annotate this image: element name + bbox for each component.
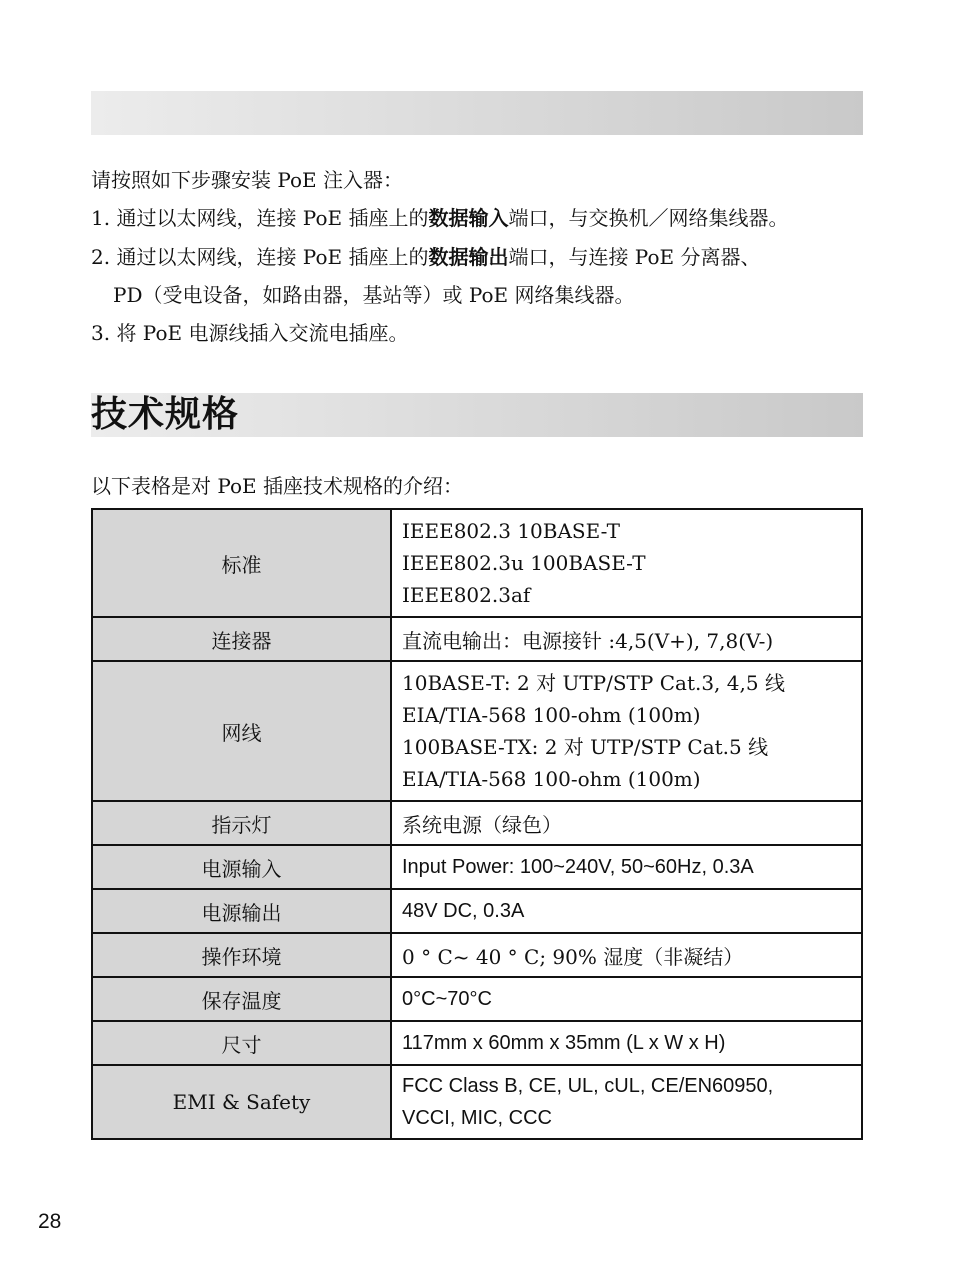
table-row: [92, 889, 862, 933]
table-row: [92, 1065, 862, 1139]
table-row: [92, 801, 862, 845]
spec-value: IEEE802.3 10BASE-T IEEE802.3u 100BASE-T IEEE802.3af: [391, 509, 862, 617]
spec-label: 电源输入: [92, 845, 391, 889]
spec-label: 尺寸: [92, 1021, 391, 1065]
spec-table: [91, 508, 863, 1140]
spec-label: 电源输出: [92, 889, 391, 933]
spec-label: 连接器: [92, 617, 391, 661]
spec-label: 操作环境: [92, 933, 391, 977]
step-2: 2. 通过以太网线，连接 PoE 插座上的数据输出端口，与连接 PoE 分离器、: [91, 245, 761, 269]
spec-label: EMI & Safety: [92, 1065, 391, 1139]
table-row: [92, 845, 862, 889]
spec-label: 指示灯: [92, 801, 391, 845]
spec-label: 网线: [92, 661, 391, 801]
step-3: 3. 将 PoE 电源线插入交流电插座。: [91, 321, 409, 345]
spec-value: 10BASE-T: 2 对 UTP/STP Cat.3, 4,5 线 EIA/TIA-568 100-ohm (100m) 100BASE-TX: 2 对 UTP/STP Cat.5 线 EIA/TIA-568 100-ohm (100m): [391, 661, 862, 801]
spec-value: 117mm x 60mm x 35mm (L x W x H): [391, 1021, 862, 1065]
table-row: [92, 617, 862, 661]
spec-value: 系统电源（绿色）: [391, 801, 862, 845]
spec-value: 0°C~70°C: [391, 977, 862, 1021]
intro-text: 请按照如下步骤安装 PoE 注入器：: [91, 168, 404, 192]
spec-label: 保存温度: [92, 977, 391, 1021]
spec-value: 0 ° C~ 40 ° C; 90% 湿度（非凝结）: [391, 933, 862, 977]
table-row: [92, 509, 862, 617]
table-row: [92, 933, 862, 977]
table-row: [92, 977, 862, 1021]
spec-value: Input Power: 100~240V, 50~60Hz, 0.3A: [391, 845, 862, 889]
spec-value: FCC Class B, CE, UL, cUL, CE/EN60950, VCCI, MIC, CCC: [391, 1065, 862, 1139]
table-row: [92, 1021, 862, 1065]
step-2-continued: PD（受电设备，如路由器，基站等）或 PoE 网络集线器。: [113, 283, 635, 307]
header-band: [91, 91, 863, 135]
table-intro: 以下表格是对 PoE 插座技术规格的介绍：: [91, 474, 464, 498]
step-1: 1. 通过以太网线，连接 PoE 插座上的数据输入端口，与交换机／网络集线器。: [91, 206, 789, 230]
spec-label: 标准: [92, 509, 391, 617]
spec-value: 直流电输出：电源接针 :4,5(V+), 7,8(V-): [391, 617, 862, 661]
section-title: 技术规格: [91, 394, 240, 435]
table-row: [92, 661, 862, 801]
spec-value: 48V DC, 0.3A: [391, 889, 862, 933]
page-number: 28: [38, 1210, 62, 1233]
